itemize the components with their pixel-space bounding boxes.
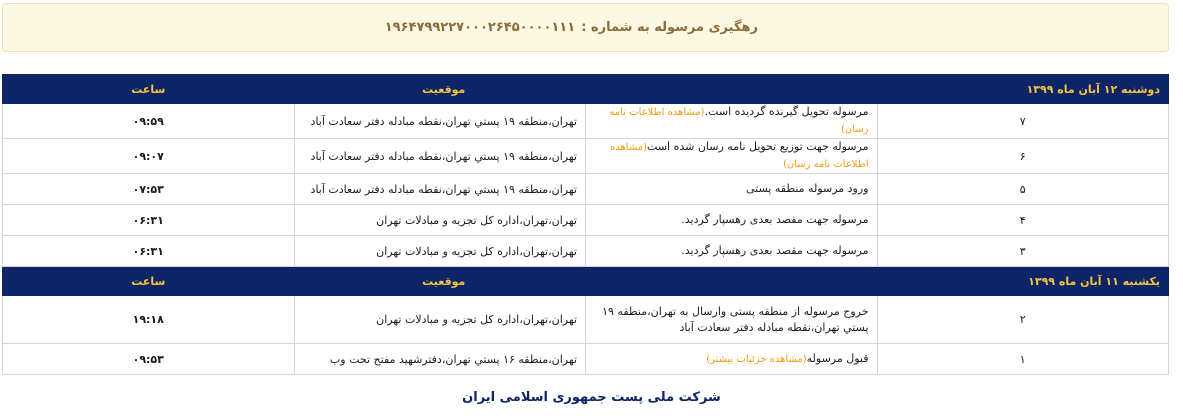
location-header: موقعیت	[294, 267, 586, 296]
row-status: خروج مرسوله از منطقه پستی وارسال به تهران،منطقه ۱۹ پستي تهران،نقطه مبادله دفتر سعادت آباد	[602, 304, 869, 334]
table-row	[3, 104, 1169, 139]
row-status: مرسوله تحویل گیرنده گردیده است.	[704, 105, 869, 118]
row-index: ۵	[877, 174, 1169, 205]
row-description	[586, 205, 878, 236]
time-header: ساعت	[3, 75, 295, 104]
row-location: تهران،تهران،اداره کل تجزیه و مبادلات تهران	[294, 296, 586, 344]
location-header: موقعیت	[294, 75, 586, 104]
row-location: تهران،تهران،اداره کل تجزیه و مبادلات تهران	[294, 236, 586, 267]
row-index: ۲	[877, 296, 1169, 344]
row-time: ۰۹:۵۹	[3, 104, 295, 139]
tracking-banner	[2, 3, 1169, 52]
row-index: ۶	[877, 139, 1169, 174]
row-time: ۱۹:۱۸	[3, 296, 295, 344]
row-time: ۰۹:۰۷	[3, 139, 295, 174]
row-description	[586, 236, 878, 267]
row-location: تهران،منطقه ۱۹ پستي تهران،نقطه مبادله دفتر سعادت آباد	[294, 174, 586, 205]
row-description	[586, 296, 878, 344]
row-location: تهران،منطقه ۱۹ پستي تهران،نقطه مبادله دفتر سعادت آباد	[294, 104, 586, 139]
row-index: ۴	[877, 205, 1169, 236]
row-time: ۰۶:۳۱	[3, 205, 295, 236]
row-location: تهران،منطقه ۱۶ پستي تهران،دفترشهید مفتح تحت وب	[294, 344, 586, 375]
row-status: مرسوله جهت مقصد بعدی رهسپار گردید.	[681, 213, 869, 226]
row-time: ۰۶:۳۱	[3, 236, 295, 267]
table-row	[3, 236, 1169, 267]
table-row	[3, 139, 1169, 174]
row-status: مرسوله جهت توزیع تحویل نامه رسان شده است	[647, 140, 869, 153]
view-postman-info-link[interactable]: (مشاهده اطلاعات نامه رسان)	[609, 107, 869, 135]
table-row	[3, 296, 1169, 344]
row-status: ورود مرسوله منطقه پستی	[746, 182, 869, 195]
tracking-table	[2, 74, 1169, 375]
row-description	[586, 104, 878, 139]
time-header: ساعت	[3, 267, 295, 296]
row-description	[586, 174, 878, 205]
row-status: مرسوله جهت مقصد بعدی رهسپار گردید.	[681, 244, 869, 257]
day-header-row	[3, 75, 1169, 104]
table-row	[3, 174, 1169, 205]
table-row	[3, 344, 1169, 375]
row-location: تهران،منطقه ۱۹ پستي تهران،نقطه مبادله دفتر سعادت آباد	[294, 139, 586, 174]
row-location: تهران،تهران،اداره کل تجزیه و مبادلات تهران	[294, 205, 586, 236]
row-description	[586, 139, 878, 174]
row-time: ۰۹:۵۳	[3, 344, 295, 375]
tracking-number: ۱۹۶۴۷۹۹۲۲۷۰۰۰۲۶۴۵۰۰۰۰۱۱۱	[384, 20, 576, 35]
view-postman-info-link[interactable]: (مشاهده اطلاعات نامه رسان)	[610, 142, 869, 170]
table-row	[3, 205, 1169, 236]
row-status: قبول مرسوله	[806, 351, 869, 365]
row-time: ۰۷:۵۳	[3, 174, 295, 205]
view-more-details-link[interactable]: (مشاهده جزئیات بیشتر)	[706, 353, 807, 365]
day-header-row	[3, 267, 1169, 296]
row-description	[586, 344, 878, 375]
row-index: ۱	[877, 344, 1169, 375]
tracking-title: رهگیری مرسوله به شماره :	[581, 20, 758, 35]
footer-company-name: شرکت ملی پست جمهوری اسلامی ایران	[462, 390, 721, 405]
day-date: یکشنبه ۱۱ آبان ماه ۱۳۹۹	[586, 267, 1169, 296]
day-date: دوشنبه ۱۲ آبان ماه ۱۳۹۹	[586, 75, 1169, 104]
row-index: ۳	[877, 236, 1169, 267]
row-index: ۷	[877, 104, 1169, 139]
